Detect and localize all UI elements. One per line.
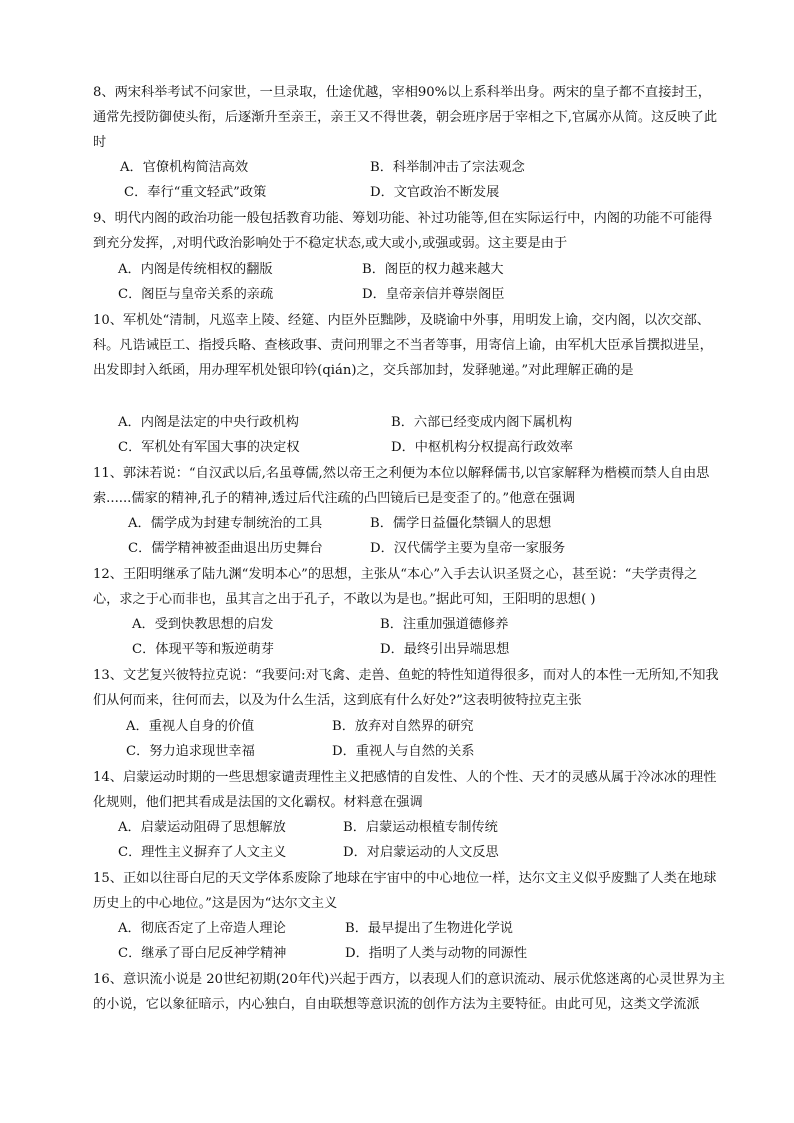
- option-d[interactable]: D．中枢机构分权提高行政效率: [391, 440, 574, 455]
- option-b[interactable]: B．启蒙运动根植专制传统: [343, 820, 498, 835]
- option-a[interactable]: A．内阁是传统相权的翻版: [118, 262, 273, 277]
- option-c[interactable]: C．继承了哥白尼反神学精神: [118, 946, 287, 961]
- question-stem: 13、文艺复兴彼特拉克说：“我要问:对飞禽、走兽、鱼蛇的特性知道得很多，而对人的本性一无所知,不知我们从何而来，往何而去，以及为什么生活，这到底有什么好处?”这表明彼特拉克主张: [93, 668, 719, 708]
- option-b[interactable]: B．阁臣的权力越来越大: [362, 262, 504, 277]
- question-stem: 14、启蒙运动时期的一些思想家谴责理性主义把感情的自发性、人的个性、天才的灵感从属于冷冰冰的理性化规则，他们把其看成是法国的文化霸权。材料意在强调: [93, 770, 717, 810]
- option-a[interactable]: A．儒学成为封建专制统治的工具: [128, 516, 323, 531]
- question-9-options: [0, 257, 794, 307]
- option-d[interactable]: D．对启蒙运动的人文反思: [343, 845, 499, 860]
- question-14-options: [0, 815, 794, 865]
- option-b[interactable]: B．六部已经变成内阁下属机构: [391, 415, 573, 430]
- option-b[interactable]: B．最早提出了生物进化学说: [345, 921, 513, 936]
- option-b[interactable]: B．儒学日益僵化禁锢人的思想: [370, 516, 552, 531]
- question-15: [93, 866, 723, 916]
- question-stem: 10、军机处“清制，凡巡幸上陵、经筵、内臣外臣黜陟，及晓谕中外事，用明发上谕，交内阁，以次交部、科。凡诰诫臣工、指授兵略、查核政事、责问刑罪之不当者等事，用寄信上谕，由军机大臣承旨撰拟进呈，出发即封入纸函，用办理军机处银印钤(qián)之，交兵部加封，发驿驰递。”对此理解正确的是: [93, 313, 713, 378]
- option-a[interactable]: A．官僚机构简洁高效: [120, 160, 249, 175]
- question-8-options: [0, 155, 794, 205]
- question-10-options: [0, 410, 794, 460]
- option-a[interactable]: A．内阁是法定的中央行政机构: [118, 415, 299, 430]
- question-14: [93, 765, 723, 815]
- option-d[interactable]: D．文官政治不断发展: [370, 185, 500, 200]
- option-a[interactable]: A．重视人自身的价值: [126, 719, 255, 734]
- option-d[interactable]: D．指明了人类与动物的同源性: [345, 946, 528, 961]
- option-c[interactable]: C．体现平等和叛逆萌芽: [132, 642, 274, 657]
- option-d[interactable]: D．皇帝亲信并尊崇阁臣: [362, 287, 505, 302]
- option-b[interactable]: B．注重加强道德修养: [380, 617, 509, 632]
- question-12-options: [0, 612, 794, 662]
- question-stem: 8、两宋科举考试不问家世，一旦录取，仕途优越，宰相90%以上系科举出身。两宋的皇子都不直接封王，通常先授防御使头衔，后逐渐升至亲王，亲王又不得世袭，朝会班序居于宰相之下,官属亦从简。这反映了此时: [93, 85, 718, 150]
- option-c[interactable]: C．儒学精神被歪曲退出历史舞台: [128, 541, 323, 556]
- question-9: [93, 206, 723, 256]
- question-stem: 9、明代内阁的政治功能一般包括教育功能、筹划功能、补过功能等,但在实际运行中，内阁的功能不可能得到充分发挥，,对明代政治影响处于不稳定状态,或大或小,或强或弱。这主要是由于: [93, 211, 713, 251]
- option-c[interactable]: C．努力追求现世幸福: [126, 744, 255, 759]
- option-c[interactable]: C．理性主义摒弃了人文主义: [118, 845, 287, 860]
- option-d[interactable]: D．最终引出异端思想: [380, 642, 510, 657]
- question-stem: 11、郭沫若说：“自汉武以后,名虽尊儒,然以帝王之利便为本位以解释儒书,以官家解释为楷模而禁人自由思索......儒家的精神,孔子的精神,透过后代注疏的凸凹镜后已是变歪了的。”他意在强调: [93, 466, 710, 506]
- question-11-options: [0, 511, 794, 561]
- option-d[interactable]: D．汉代儒学主要为皇帝一家服务: [370, 541, 566, 556]
- option-a[interactable]: A．彻底否定了上帝造人理论: [118, 921, 286, 936]
- question-stem: 15、正如以往哥白尼的天文学体系废除了地球在宇宙中的中心地位一样，达尔文主义似乎废黜了人类在地球历史上的中心地位。”这是因为“达尔文主义: [93, 871, 717, 911]
- question-16: [93, 967, 727, 1017]
- question-13: [93, 663, 723, 713]
- question-8: [93, 80, 723, 155]
- option-b[interactable]: B．放弃对自然界的研究: [332, 719, 474, 734]
- option-c[interactable]: C．奉行“重文轻武”政策: [124, 185, 267, 200]
- option-a[interactable]: A．启蒙运动阻碍了思想解放: [118, 820, 286, 835]
- question-15-options: [0, 916, 794, 966]
- option-d[interactable]: D．重视人与自然的关系: [332, 744, 475, 759]
- option-c[interactable]: C．军机处有军国大事的决定权: [118, 440, 300, 455]
- question-13-options: [0, 714, 794, 764]
- question-11: [93, 461, 723, 511]
- option-a[interactable]: A．受到快教思想的启发: [132, 617, 274, 632]
- option-c[interactable]: C．阁臣与皇帝关系的亲疏: [118, 287, 274, 302]
- question-12: [93, 562, 723, 612]
- question-stem: 12、王阳明继承了陆九渊“发明本心”的思想，主张从“本心”入手去认识圣贤之心，甚至说：“夫学责得之心，求之于心而非也，虽其言之出于孔子，不敢以为是也。”据此可知，王阳明的思想( ): [93, 567, 698, 607]
- option-b[interactable]: B．科举制冲击了宗法观念: [370, 160, 525, 175]
- question-stem: 16、意识流小说是 20世纪初期(20年代)兴起于西方，以表现人们的意识流动、展示优悠迷离的心灵世界为主的小说，它以象征暗示，内心独白，自由联想等意识流的创作方法为主要特征。由此可见，这类文学流派: [93, 972, 725, 1012]
- question-10: [93, 308, 723, 383]
